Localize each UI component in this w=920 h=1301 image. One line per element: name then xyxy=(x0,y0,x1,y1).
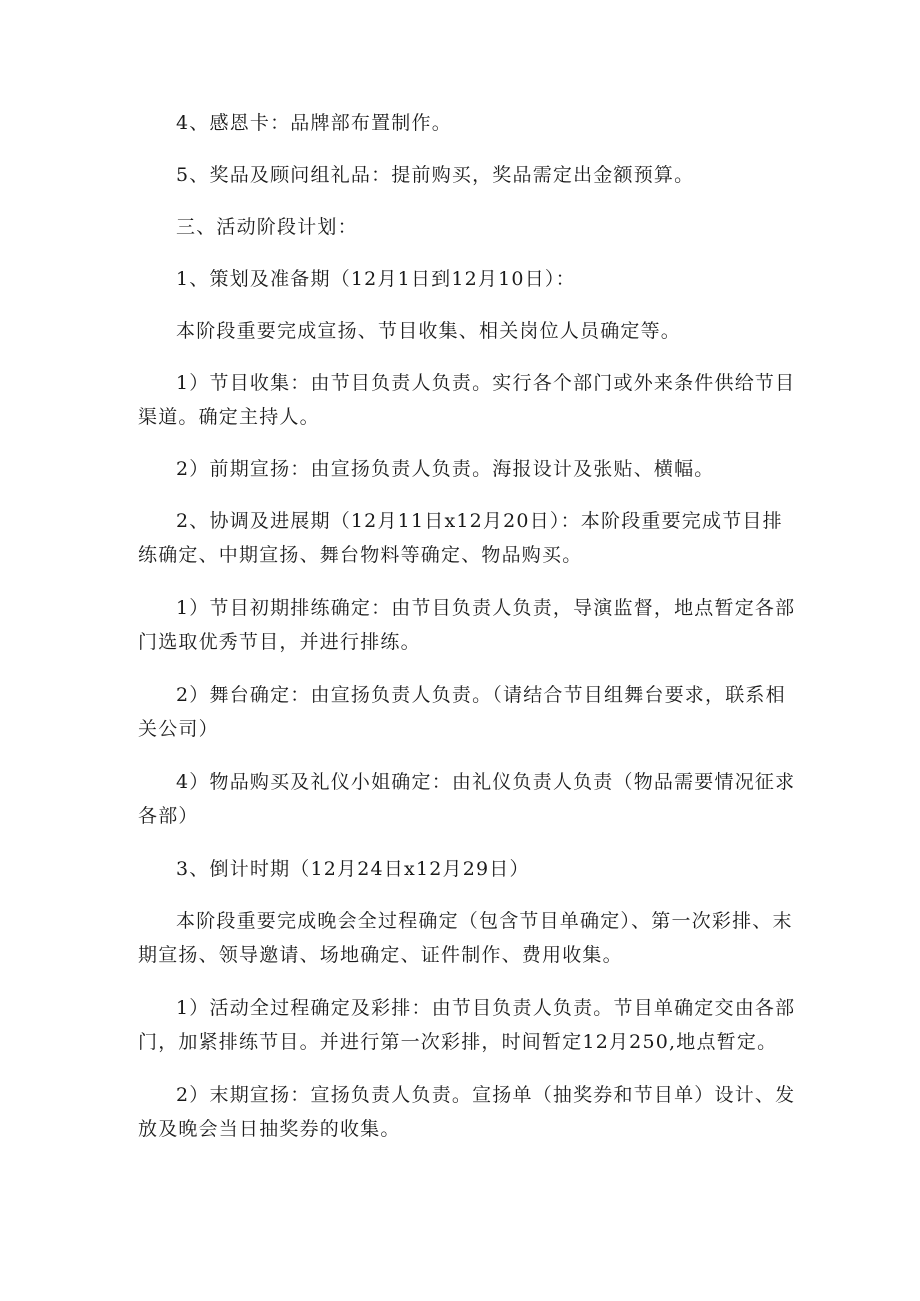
paragraph-prizes-gifts: 5、奖品及顾问组礼品：提前购买，奖品需定出金额预算。 xyxy=(176,164,695,186)
paragraph-early-promotion: 2）前期宣扬：由宣扬负责人负责。海报设计及张贴、横幅。 xyxy=(176,458,715,480)
section-heading-activity-plan: 三、活动阶段计划： xyxy=(176,216,358,238)
paragraph-countdown-goals: 本阶段重要完成晚会全过程确定（包含节目单确定）、第一次彩排、末期宣扬、领导邀请、场地确定、证件制作、费用收集。 xyxy=(138,910,793,966)
paragraph-full-process-rehearsal: 1）活动全过程确定及彩排：由节目负责人负责。节目单确定交由各部门，加紧排练节目。并进行第一次彩排，时间暂定12月250,地点暂定。 xyxy=(138,997,796,1053)
paragraph-thank-you-card: 4、感恩卡：品牌部布置制作。 xyxy=(176,112,452,134)
paragraph-purchase-etiquette: 4）物品购买及礼仪小姐确定：由礼仪负责人负责（物品需要情况征求各部） xyxy=(138,771,796,827)
paragraph-planning-phase: 1、策划及准备期（12月1日到12月10日）： xyxy=(176,268,576,290)
paragraph-planning-goals: 本阶段重要完成宣扬、节目收集、相关岗位人员确定等。 xyxy=(176,320,682,342)
paragraph-stage-confirmation: 2）舞台确定：由宣扬负责人负责。（请结合节目组舞台要求，联系相关公司） xyxy=(138,684,786,740)
paragraph-program-collection: 1）节目收集：由节目负责人负责。实行各个部门或外来条件供给节目渠道。确定主持人。 xyxy=(138,372,796,428)
paragraph-initial-rehearsal: 1）节目初期排练确定：由节目负责人负责，导演监督，地点暂定各部门选取优秀节目，并进行排练。 xyxy=(138,597,796,653)
paragraph-final-promotion: 2）末期宣扬：宣扬负责人负责。宣扬单（抽奖券和节目单）设计、发放及晚会当日抽奖券的收集。 xyxy=(138,1084,796,1140)
paragraph-countdown-phase: 3、倒计时期（12月24日x12月29日） xyxy=(176,858,530,880)
paragraph-coordination-phase: 2、协调及进展期（12月11日x12月20日）：本阶段重要完成节目排练确定、中期宣扬、舞台物料等确定、物品购买。 xyxy=(138,510,783,566)
